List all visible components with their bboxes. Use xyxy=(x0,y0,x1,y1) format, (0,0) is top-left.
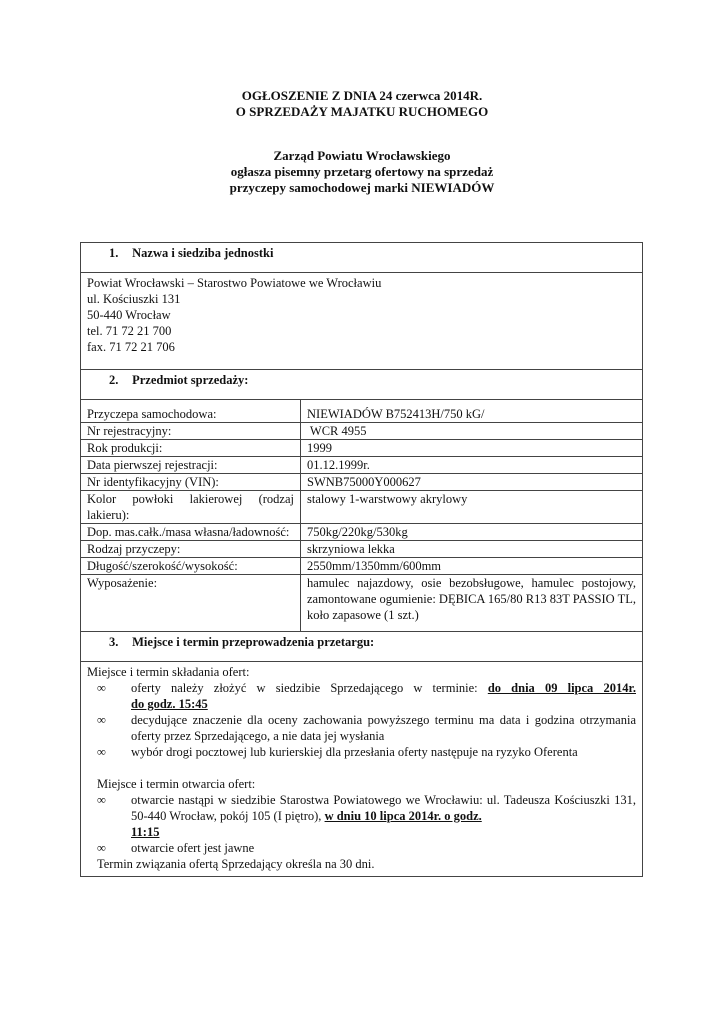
list-item xyxy=(87,680,636,712)
bullet-text: wybór drogi pocztowej lub kurierskiej dla przesłania oferty następuje na ryzyko Oferenta xyxy=(131,745,578,759)
spec-value: 750kg/220kg/530kg xyxy=(301,524,643,541)
infinity-bullet-icon: ∞ xyxy=(97,681,106,695)
tender-schedule xyxy=(81,662,642,876)
section-title: Miejsce i termin przeprowadzenia przetargu: xyxy=(132,635,375,649)
title-line-1: OGŁOSZENIE Z DNIA 24 czerwca 2014R. xyxy=(241,88,483,103)
spec-label: Rodzaj przyczepy: xyxy=(81,541,301,558)
announcement-title xyxy=(0,88,724,120)
spec-label: Nr rejestracyjny: xyxy=(81,423,301,440)
infinity-bullet-icon: ∞ xyxy=(97,713,106,727)
list-item xyxy=(87,792,636,840)
title-line-2: O SPRZEDAŻY MAJATKU RUCHOMEGO xyxy=(235,104,489,119)
section-number: 3. xyxy=(109,635,119,649)
bullet-text: otwarcie nastąpi w siedzibie Starostwa Powiatowego we Wrocławiu: ul. Tadeusza Kościuszki 131, 50-440 Wrocław, pokój 105 (I piętro), xyxy=(131,793,636,823)
table-row xyxy=(81,575,642,632)
spec-label: Rok produkcji: xyxy=(81,440,301,457)
spec-value: 1999 xyxy=(301,440,643,457)
section-3-header xyxy=(81,632,642,662)
table-row xyxy=(81,524,642,541)
list-item xyxy=(87,840,636,856)
spec-label: Przyczepa samochodowa: xyxy=(81,400,301,423)
spec-label: Data pierwszej rejestracji: xyxy=(81,457,301,474)
section-title: Przedmiot sprzedaży: xyxy=(132,373,249,387)
section-number: 1. xyxy=(109,246,119,260)
spec-label: Nr identyfikacyjny (VIN): xyxy=(81,474,301,491)
section-number: 2. xyxy=(109,373,119,387)
spec-value: stalowy 1-warstwowy akrylowy xyxy=(301,491,643,524)
table-row xyxy=(81,491,642,524)
spec-label: Kolor powłoki lakierowej (rodzaj lakieru): xyxy=(81,491,301,524)
opening-date: w dniu 10 lipca 2014r. o godz. xyxy=(324,809,482,823)
section-title: Nazwa i siedziba jednostki xyxy=(132,246,274,260)
table-row xyxy=(81,440,642,457)
deadline-time: do godz. 15:45 xyxy=(131,697,208,711)
binding-term: Termin związania ofertą Sprzedający określa na 30 dni. xyxy=(97,857,375,871)
spec-value: WCR 4955 xyxy=(301,423,643,440)
address-fax: fax. 71 72 21 706 xyxy=(87,340,175,354)
bullet-text: oferty należy złożyć w siedzibie Sprzedającego w terminie: xyxy=(131,681,488,695)
specs-table xyxy=(81,400,642,632)
spec-value: hamulec najazdowy, osie bezobsługowe, hamulec postojowy, zamontowane ogumienie: DĘBICA 165/80 R13 83T PASSIO TL, koło zapasowe (1 szt.) xyxy=(301,575,643,632)
table-row xyxy=(81,541,642,558)
subtitle-line-2: ogłasza pisemny przetarg ofertowy na sprzedaż xyxy=(230,164,494,179)
opening-details xyxy=(131,792,636,824)
section-1-header xyxy=(81,243,642,273)
bullet-text: decydujące znaczenie dla oceny zachowania powyższego terminu ma data i godzina otrzymania oferty przez Sprzedającego, a nie data jej wysłania xyxy=(131,713,636,743)
spec-value: skrzyniowa lekka xyxy=(301,541,643,558)
bullet-text: otwarcie ofert jest jawne xyxy=(131,841,255,855)
institution-address xyxy=(81,273,642,370)
infinity-bullet-icon: ∞ xyxy=(97,793,106,807)
section-2-header xyxy=(81,370,642,400)
address-line: Powiat Wrocławski – Starostwo Powiatowe we Wrocławiu xyxy=(87,276,382,290)
deadline-date: do dnia 09 lipca 2014r. xyxy=(487,681,636,695)
list-item xyxy=(87,744,636,760)
spec-label: Wyposażenie: xyxy=(81,575,301,632)
subtitle-line-1: Zarząd Powiatu Wrocławskiego xyxy=(273,148,451,163)
table-row xyxy=(81,474,642,491)
table-row xyxy=(81,457,642,474)
spec-label: Długość/szerokość/wysokość: xyxy=(81,558,301,575)
spec-value: 2550mm/1350mm/600mm xyxy=(301,558,643,575)
infinity-bullet-icon: ∞ xyxy=(97,841,106,855)
subtitle-line-3: przyczepy samochodowej marki NIEWIADÓW xyxy=(229,180,495,195)
opening-heading: Miejsce i termin otwarcia ofert: xyxy=(97,777,256,791)
infinity-bullet-icon: ∞ xyxy=(97,745,106,759)
table-row xyxy=(81,558,642,575)
spec-label: Dop. mas.całk./masa własna/ładowność: xyxy=(81,524,301,541)
table-row xyxy=(81,423,642,440)
opening-time: 11:15 xyxy=(131,825,160,839)
submission-deadline-line xyxy=(131,680,636,696)
announcement-subtitle xyxy=(0,148,724,196)
details-frame xyxy=(80,242,643,877)
address-phone: tel. 71 72 21 700 xyxy=(87,324,172,338)
submission-heading: Miejsce i termin składania ofert: xyxy=(87,665,250,679)
spec-value: NIEWIADÓW B752413H/750 kG/ xyxy=(301,400,643,423)
spec-value: SWNB75000Y000627 xyxy=(301,474,643,491)
list-item xyxy=(87,712,636,744)
spec-value: 01.12.1999r. xyxy=(301,457,643,474)
address-line: ul. Kościuszki 131 xyxy=(87,292,181,306)
table-row xyxy=(81,400,642,423)
address-line: 50-440 Wrocław xyxy=(87,308,171,322)
